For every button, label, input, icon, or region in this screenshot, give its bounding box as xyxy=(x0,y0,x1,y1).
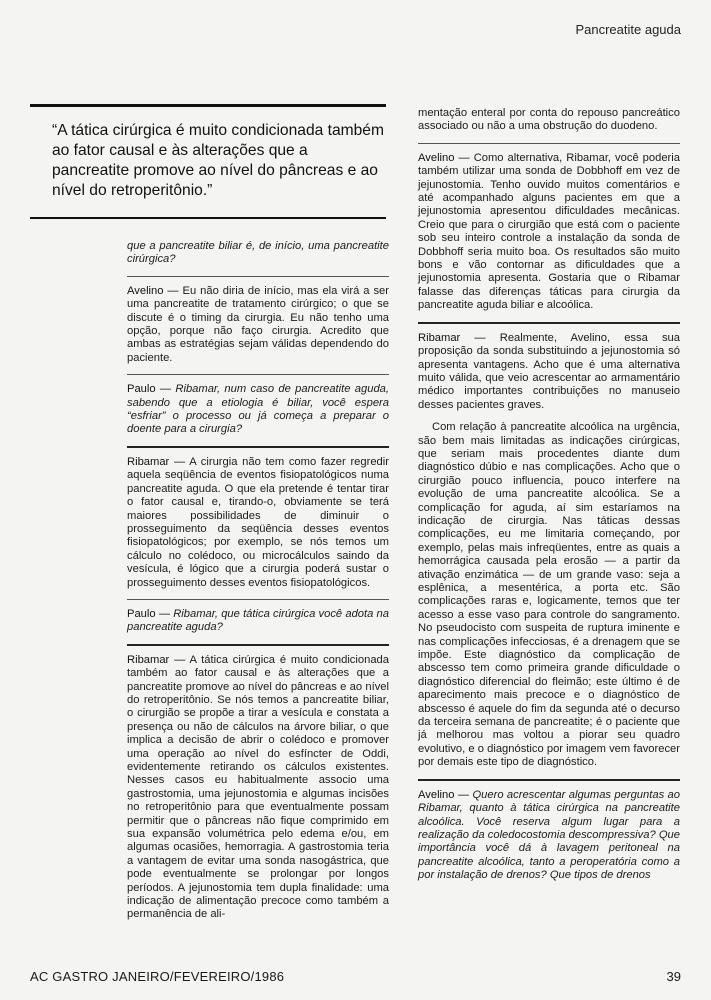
pull-quote-box xyxy=(30,104,386,219)
paragraph-text: Quero acrescentar algumas perguntas ao Ribamar, quanto à tática cirúrgica na pancreatite alcoólica. Você reserva algum lugar para a realização da coledocostomia descompressiva? Que importância você dá à lavagem peritoneal na pancreatite alcoólica, tanto a peroperatória como a por instalação de drenos? Que tipos de drenos xyxy=(418,788,680,882)
divider xyxy=(127,446,389,448)
paragraph-text: A tática cirúrgica é muito condicionada também ao fator causal e às alterações que a pancreatite promove ao nível do pâncreas e ao nível do retroperitônio. Se nós temos a pancreatite biliar, o cirurgião se propõe a tirar a vesícula e constata a presença ou não de cálculos na árvore biliar, o que implica a decisão de abrir o colédoco e promover uma operação ao nível do esfíncter de Oddi, evidentemente retirando os cálculos existentes. Nesses casos eu habitualmente associo uma gastrostomia, uma jejunostomia e algumas incisões no retroperitônio para que eventualmente possam permitir que o pâncreas não fique comprimido em sua expansão volumétrica pelo edema e/ou, em algumas ocasiões, hemorragia. A gastrostomia teria a vantagem de evitar uma sonda nasogástrica, que pode eventualmente se prolongar por longos períodos. A jejunostomia tem dupla finalidade: uma indicação de alimentação precoce como também a permanência de ali- xyxy=(127,653,389,921)
paragraph xyxy=(127,654,389,922)
divider xyxy=(127,276,389,277)
divider xyxy=(127,374,389,375)
divider xyxy=(418,143,680,144)
paragraph xyxy=(127,383,389,437)
speaker-name: Paulo — xyxy=(127,383,172,396)
paragraph-text: Ribamar, num caso de pancreatite aguda, sabendo que a etiologia é biliar, você espera “esfriar” o processo ou já começa a preparar o doente para a cirurgia? xyxy=(127,383,389,436)
pull-quote-bottom-rule xyxy=(30,217,386,219)
paragraph-text: Como alternativa, Ribamar, você poderia também utilizar uma sonda de Dobbhoff em vez de jejunostomia. Tenho ouvido muitos comentários e até acompanhado alguns pacientes em que a jejunostomia apresentou dificuldades mecânicas. Creio que para o cirurgião que está com o paciente sob seu inteiro controle a instalação da sonda de Dobbhoff seria muito boa. Os resultados são muito bons e vão contornar as dificuldades que a jejunostomia apresenta. Gostaria que o Ribamar falasse das diferenças táticas para cirurgia da pancreatite aguda biliar e alcoólica. xyxy=(418,151,680,312)
journal-footer: AC GASTRO JANEIRO/FEVEREIRO/1986 xyxy=(30,969,285,984)
paragraph: mentação enteral por conta do repouso pancreático associado ou não a uma obstrução do duodeno. xyxy=(418,107,680,133)
pull-quote: “A tática cirúrgica é muito condicionada também ao fator causal e às alterações que a pancreatite promove ao nível do pâncreas e ao nível do retroperitônio.” xyxy=(52,122,384,199)
divider xyxy=(418,322,680,324)
right-column xyxy=(418,107,680,892)
paragraph xyxy=(418,332,680,412)
speaker-name: Avelino — xyxy=(418,151,470,164)
speaker-name: Ribamar — xyxy=(418,331,486,344)
section-title: Pancreatite aguda xyxy=(575,22,681,37)
divider xyxy=(127,599,389,600)
paragraph xyxy=(127,285,389,365)
paragraph-text: Ribamar, que tática cirúrgica você adota na pancreatite aguda? xyxy=(127,607,389,634)
paragraph xyxy=(127,608,389,635)
paragraph xyxy=(418,152,680,313)
speaker-name: Ribamar — xyxy=(127,653,186,666)
paragraph-text: Eu não diria de início, mas ela virá a ser uma pancreatite de tratamento cirúrgico; o que se discute é o timing da cirurgia. Eu não tenho uma opção, porque não faço cirurgia. Acredito que ambas as estratégias sejam válidas dependendo do paciente. xyxy=(127,284,389,364)
paragraph-text: A cirurgia não tem como fazer regredir aquela seqüência de eventos fisiopatológicos numa pancreatite aguda. O que ela pretende é tentar tirar o fator causal e, tirando-o, obviamente se terá maiores possibilidades de diminuir o prosseguimento da seqüência desses eventos fisiopatológicos; por exemplo, se nós temos um cálculo no colédoco, ou microcálculos saindo da vesícula, é lógico que a cirurgia poderá sustar o prosseguimento desses eventos fisiopatológicos. xyxy=(127,455,389,589)
divider xyxy=(127,644,389,646)
speaker-name: Avelino — xyxy=(418,788,470,801)
paragraph xyxy=(127,456,389,590)
paragraph-text: Realmente, Avelino, essa sua proposição da sonda substituindo a jejunostomia só apresenta vantagens. Acho que é uma alternativa muito válida, que veio acrescentar ao armamentário médico importantes contribuições no manuseio desses pacientes graves. xyxy=(418,331,681,411)
paragraph: Com relação à pancreatite alcoólica na urgência, são bem mais limitadas as indicações cirúrgicas, que seriam mais procedentes diante dum diagnóstico dúbio e nas complicações. Acho que o cirurgião pouco influencia, pouco interfere na evolução de uma pancreatite alcoólica. Se a complicação for aguda, aí sim estaríamos na indicação de cirurgia. Nas táticas dessas complicações, eu me limitaria começando, por exemplo, pelas mais infreqüentes, entre as quais a hemorrágica causada pela erosão — a partir da ativação enzimática — de um grande vaso: seja a esplênica, a mesentérica, a porta etc. São complicações raras e, logicamente, temos que ter acesso a esse vaso para controle do sangramento. No pseudocisto com suspeita de ruptura iminente e nas complicações infecciosas, é a drenagem que se impõe. Este diagnóstico da complicação de abscesso tem como primeira grande dificuldade o diagnóstico diferencial do fleimão; este último é de aparecimento mais precoce e o diagnóstico de abscesso é aquele do fim da segunda até o decurso da terceira semana de pancreatite; é o paciente que já melhorou mas voltou a piorar seu quadro evolutivo, e o diagnóstico por imagem vem favorecer por demais este tipo de diagnóstico. xyxy=(418,421,680,769)
left-column xyxy=(127,240,389,931)
paragraph xyxy=(418,789,680,883)
speaker-name: Paulo — xyxy=(127,607,171,620)
divider xyxy=(418,779,680,781)
speaker-name: Avelino — xyxy=(127,284,179,297)
page-number: 39 xyxy=(666,969,681,984)
paragraph: que a pancreatite biliar é, de início, uma pancreatite cirúrgica? xyxy=(127,240,389,266)
speaker-name: Ribamar — xyxy=(127,455,186,468)
